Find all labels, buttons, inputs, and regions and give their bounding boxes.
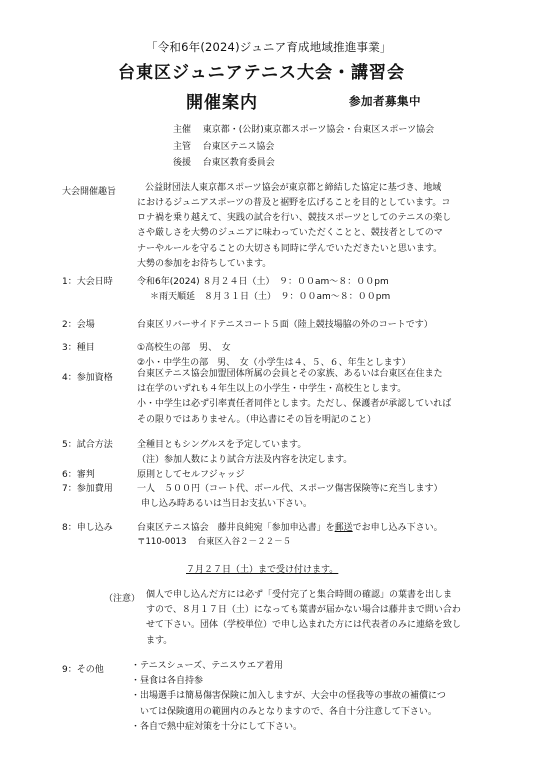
- match-note: （注）参加人数により試合方法及内容を決定します。: [137, 455, 353, 465]
- organizer-role: 主催: [173, 125, 192, 135]
- section-label-date: 1：大会日時: [62, 277, 113, 287]
- organizer-row: [173, 122, 434, 135]
- organizer-role: 主管: [173, 142, 192, 152]
- fee: 一人 ５００円（コート代、ボール代、スポーツ傷害保険等に充当します）: [137, 484, 443, 494]
- note-label: （注意）: [104, 594, 141, 604]
- section-label-application: 8：申し込み: [62, 523, 113, 533]
- event-title: 台東区ジュニアテニス大会・講習会: [118, 63, 405, 83]
- purpose-label: 大会開催趣旨: [62, 187, 117, 197]
- text-line: さや厳しさを大勢のジュニアに味わっていただくことと、競技者としてのマ: [137, 228, 443, 239]
- section-label-venue: 2：会場: [62, 320, 95, 330]
- eligibility-text: [137, 367, 451, 428]
- text-line: ます。: [146, 635, 173, 646]
- list-item: いては保険適用の範囲内のみとなりますので、各自十分注意して下さい。: [131, 706, 437, 717]
- organizer-role: 後援: [173, 158, 192, 168]
- event-category: ①高校生の部 男、 女: [137, 343, 231, 353]
- recruiting-notice: 参加者募集中: [349, 94, 421, 108]
- section-label-events: 3：種目: [62, 343, 95, 353]
- text-line: すので、８月１７日（土）になっても葉書が届かない場合は藤井まで問い合わ: [146, 605, 461, 616]
- text-line: せて下さい。団体（学校単位）で申し込まれた方には代表者のみに連絡を致し: [146, 620, 462, 631]
- text-line: 大勢の参加をお待ちしています。: [137, 258, 272, 269]
- text-span: まで受け付けます。: [258, 565, 339, 575]
- section-label-other: 9：その他: [62, 665, 104, 675]
- text-line: 台東区テニス協会加盟団体所属の会員とその家族、あるいは台東区在住また: [137, 369, 443, 379]
- text-span: 郵送: [334, 523, 353, 533]
- other-list: [131, 659, 446, 735]
- deadline-date: ７月２７日（土）: [186, 565, 259, 575]
- list-item: ・テニスシューズ、テニスウエア着用: [131, 661, 283, 671]
- application-address: 〒110-0013 台東区入谷２－２２－５: [137, 537, 292, 547]
- section-label-fee: 7：参加費用: [62, 484, 113, 494]
- application-method: [137, 520, 443, 533]
- text-line: ナーやルールを守ることの大切さも同時に学んでいただきたいと思います。: [137, 243, 443, 254]
- organizer-value: 台東区テニス協会: [202, 142, 275, 152]
- fee-payment: 申し込み時あるいは当日お支払い下さい。: [141, 499, 313, 509]
- list-item: ・各自で熱中症対策を十分にして下さい。: [131, 721, 303, 732]
- organizer-value: 東京都・(公財)東京都スポーツ協会・台東区スポーツ協会: [202, 125, 435, 135]
- event-date: 令和6年(2024) ８月２４日（土） ９：００am〜８：００pm: [137, 277, 389, 287]
- text-line: 個人で申し込んだ方には必ず「受付完了と集合時間の確認」の葉書を出しま: [146, 590, 453, 600]
- text-line: は在学のいずれも４年生以上の小学生・中学生・高校生とします。: [137, 384, 407, 395]
- text-line: その限りではありません。（申込書にその旨を明記のこと）: [137, 414, 377, 425]
- text-line: ロナ禍を乗り越えて、実践の試合を行い、競技スポーツとしてのテニスの楽し: [137, 213, 452, 224]
- list-item: ・昼食は各自持参: [131, 676, 204, 687]
- purpose-text-cont: [137, 196, 451, 272]
- purpose-text: [145, 181, 441, 196]
- organizer-row: [173, 139, 274, 152]
- event-category: ②小・中学生の部 男、 女（小学生は４、５、６、年生とします）: [137, 358, 411, 368]
- text-span: 台東区テニス協会 藤井良純宛「参加申込書」を: [137, 523, 335, 533]
- venue: 台東区リバーサイドテニスコート５面（陸上競技場脇の外のコートです）: [137, 320, 433, 330]
- list-item: ・出場選手は簡易傷害保険に加入しますが、大会中の怪我等の事故の補償につ: [131, 691, 446, 702]
- event-subtitle: 「令和6年(2024)ジュニア育成地域推進事業」: [146, 40, 392, 54]
- rain-date: ＊雨天順延 ８月３１日（土） ９：００am〜８：００pm: [150, 292, 391, 302]
- note-text: [146, 588, 461, 649]
- organizer-value: 台東区教育委員会: [202, 158, 275, 168]
- text-span: でお申し込み下さい。: [352, 523, 443, 533]
- text-line: におけるジュニアスポーツの普及と裾野を広げることを目的としています。コ: [137, 198, 451, 208]
- organizer-row: [173, 155, 275, 168]
- page-title: 開催案内: [186, 93, 258, 113]
- section-label-match: 5：試合方法: [62, 440, 113, 450]
- referee: 原則としてセルフジャッジ: [137, 470, 245, 480]
- text-line: 小・中学生は必ず引率責任者同伴とします。ただし、保護者が承認していれば: [137, 399, 452, 410]
- match-method: 全種目ともシングルスを予定しています。: [137, 440, 307, 450]
- deadline: [186, 562, 338, 575]
- text-line: 公益財団法人東京都スポーツ協会が東京都と締結した協定に基づき、地域: [145, 183, 442, 193]
- section-label-referee: 6：審判: [62, 470, 95, 480]
- section-label-eligibility: 4：参加資格: [62, 373, 113, 383]
